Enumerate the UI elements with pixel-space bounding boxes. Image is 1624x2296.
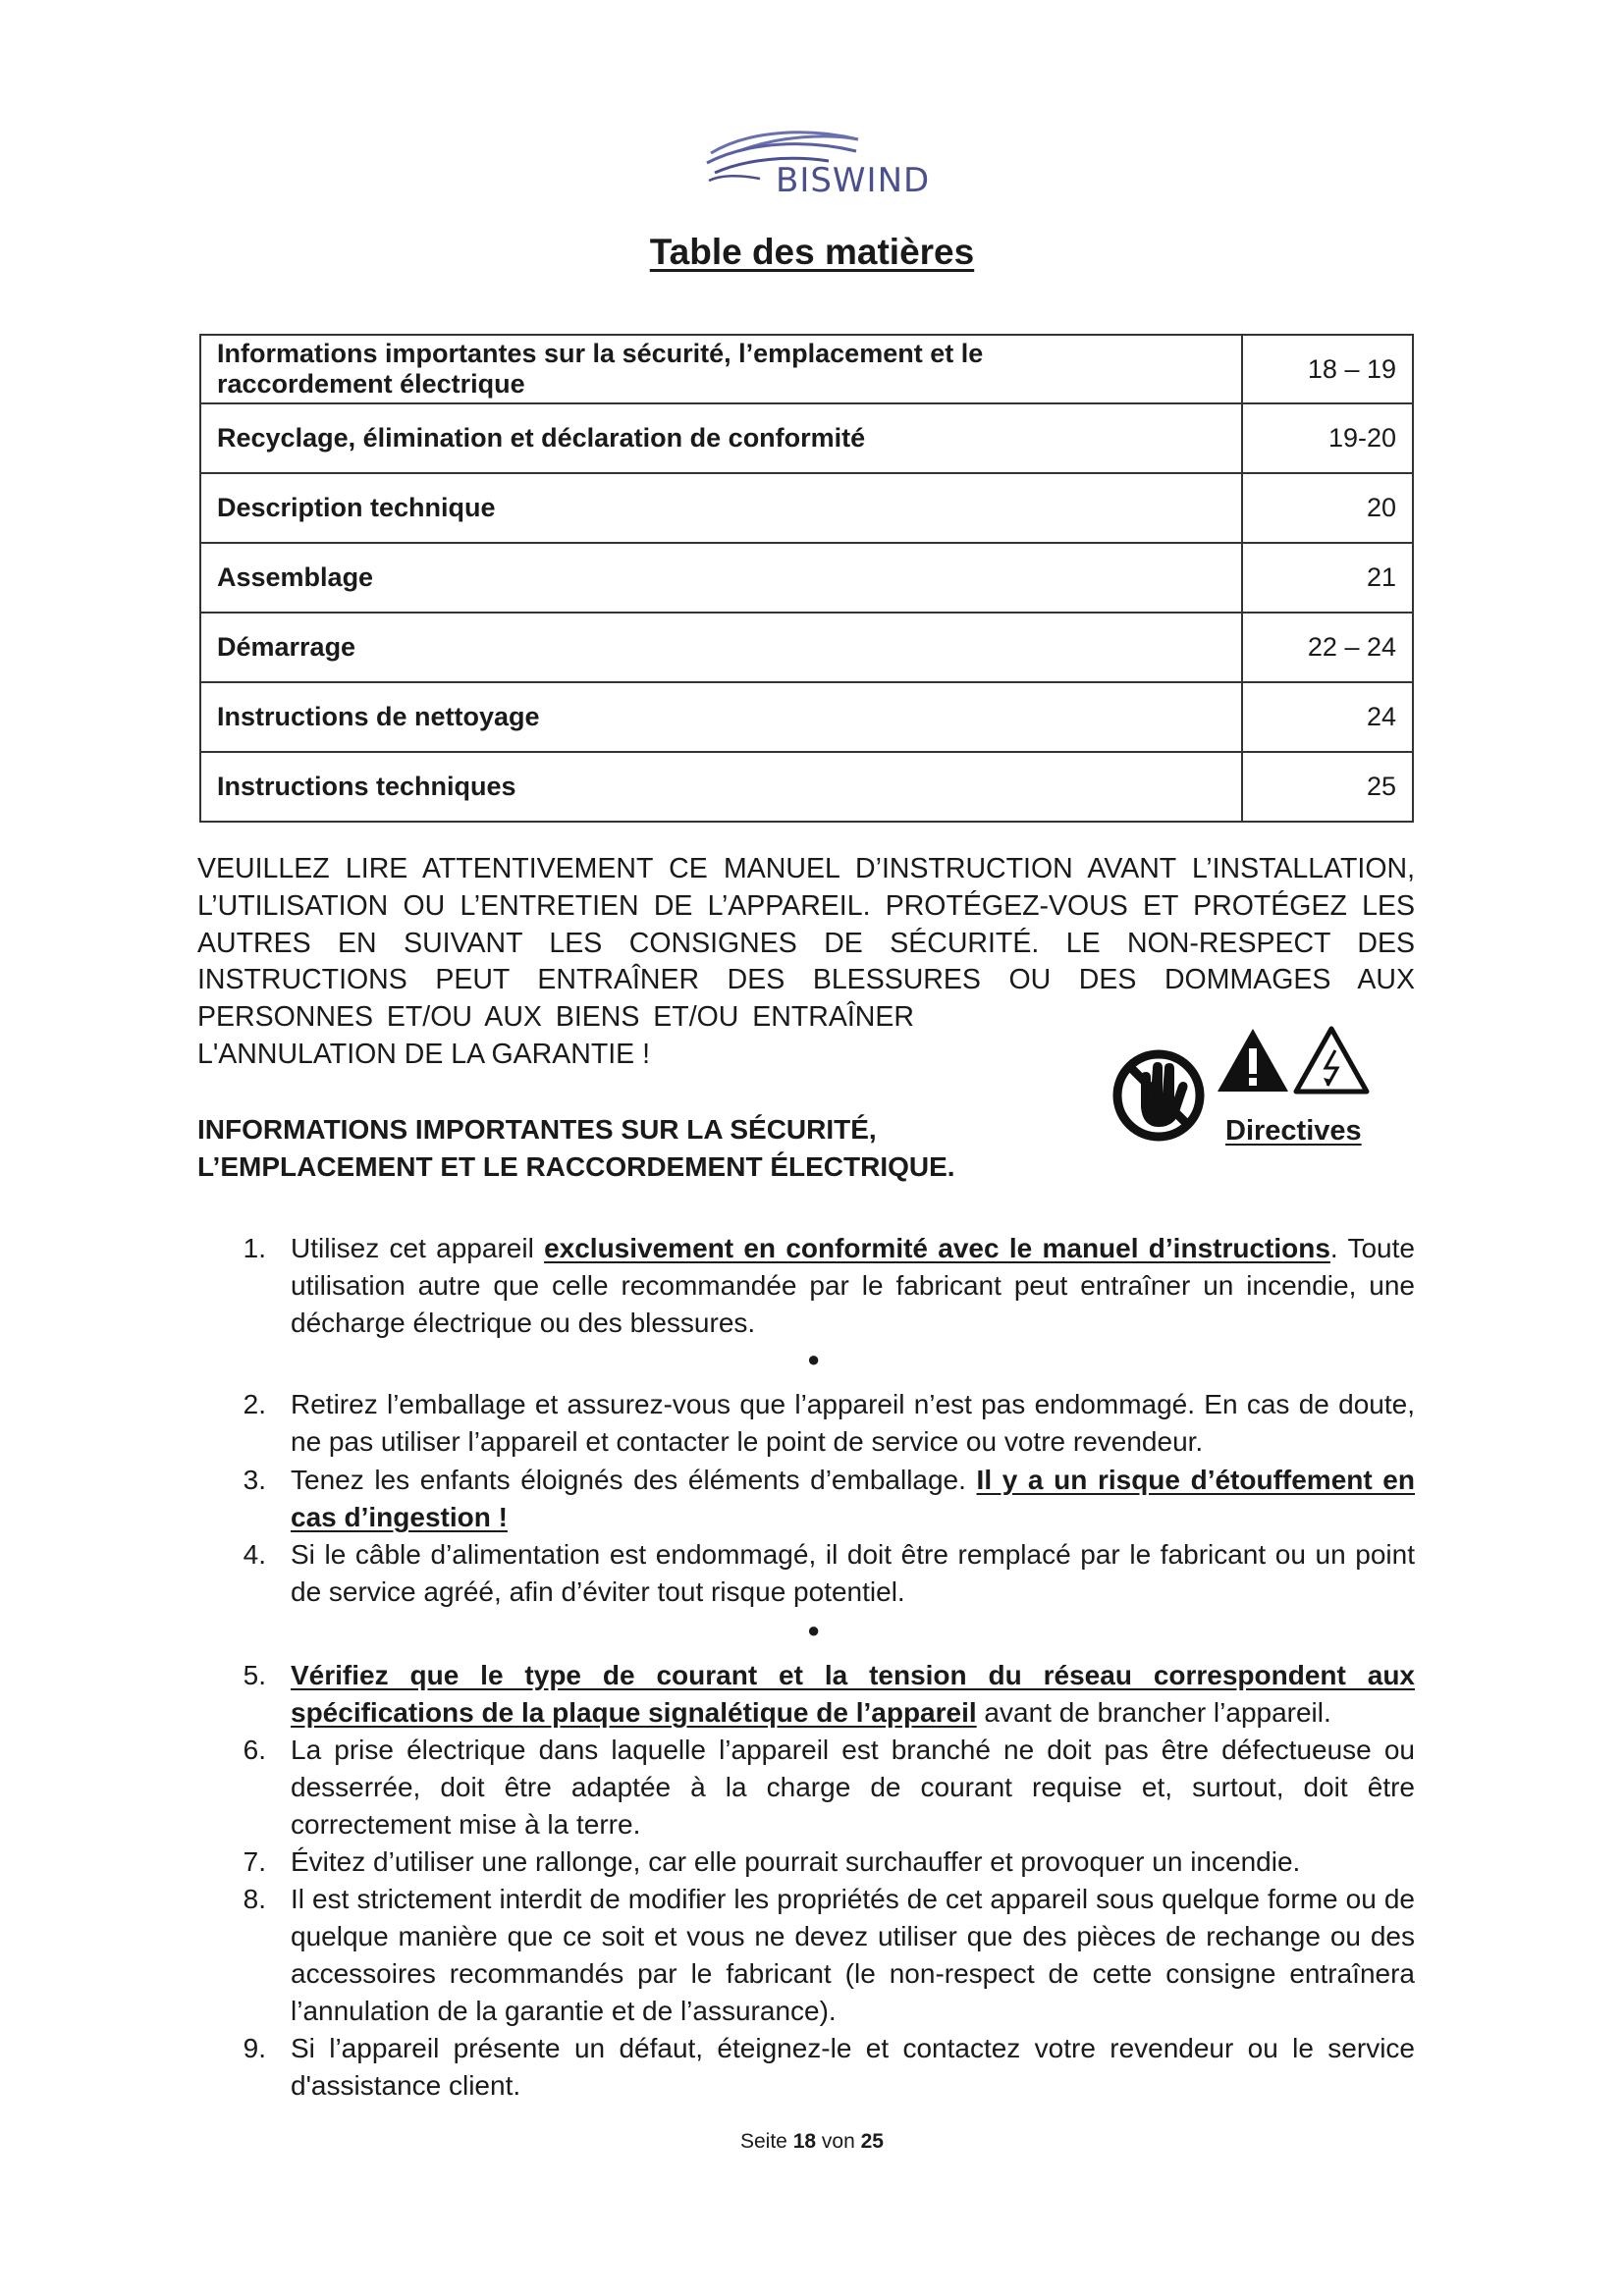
toc-pages: 21 xyxy=(1242,543,1413,613)
warning-line: L'ANNULATION DE LA GARANTIE ! xyxy=(197,1038,651,1070)
toc-row xyxy=(200,335,1413,403)
bullet-separator: ● xyxy=(807,1347,821,1371)
do-not-touch-icon xyxy=(1117,1054,1200,1137)
toc-row xyxy=(200,613,1413,682)
warning-icon xyxy=(1218,1029,1288,1092)
toc-row xyxy=(200,752,1413,822)
directives-link: Directives xyxy=(1225,1115,1362,1147)
table-of-contents xyxy=(199,334,1414,823)
warning-line: PERSONNES ET/OU AUX BIENS ET/OU ENTRAÎNER xyxy=(197,1001,914,1034)
toc-pages: 25 xyxy=(1242,752,1413,822)
toc-pages: 24 xyxy=(1242,682,1413,752)
toc-row xyxy=(200,543,1413,613)
page-footer: Seite 18 von 25 xyxy=(740,2130,884,2153)
toc-label: Démarrage xyxy=(200,613,1242,682)
brand-name: BISWIND xyxy=(776,161,931,200)
toc-label: Assemblage xyxy=(200,543,1242,613)
warning-line: L’UTILISATION OU L’ENTRETIEN DE L’APPAREIL. PROTÉGEZ-VOUS ET PROTÉGEZ LES xyxy=(197,889,1415,922)
toc-row xyxy=(200,473,1413,543)
page-title: Table des matières xyxy=(649,232,975,272)
bullet-separator: ● xyxy=(807,1618,821,1642)
toc-label: Instructions techniques xyxy=(200,752,1242,822)
section-heading: INFORMATIONS IMPORTANTES SUR LA SÉCURITÉ, L’EMPLACEMENT ET LE RACCORDEMENT ÉLECTRIQUE. xyxy=(197,1114,955,1182)
toc-pages: 20 xyxy=(1242,473,1413,543)
electrical-hazard-icon xyxy=(1296,1029,1367,1092)
toc-pages: 22 – 24 xyxy=(1242,613,1413,682)
toc-label: Recyclage, élimination et déclaration de conformité xyxy=(200,403,1242,473)
warning-line: VEUILLEZ LIRE ATTENTIVEMENT CE MANUEL D’INSTRUCTION AVANT L’INSTALLATION, xyxy=(197,853,1415,884)
toc-pages: 18 – 19 xyxy=(1242,335,1413,403)
toc-pages: 19-20 xyxy=(1242,403,1413,473)
toc-label: Description technique xyxy=(200,473,1242,543)
warning-line: INSTRUCTIONS PEUT ENTRAÎNER DES BLESSURES OU DES DOMMAGES AUX xyxy=(197,964,1415,996)
toc-label: Instructions de nettoyage xyxy=(200,682,1242,752)
toc-label: Informations importantes sur la sécurité, l’emplacement et le raccordement électrique xyxy=(200,335,1242,403)
toc-row xyxy=(200,403,1413,473)
toc-row xyxy=(200,682,1413,752)
warning-line: AUTRES EN SUIVANT LES CONSIGNES DE SÉCURITÉ. LE NON-RESPECT DES xyxy=(197,927,1415,959)
